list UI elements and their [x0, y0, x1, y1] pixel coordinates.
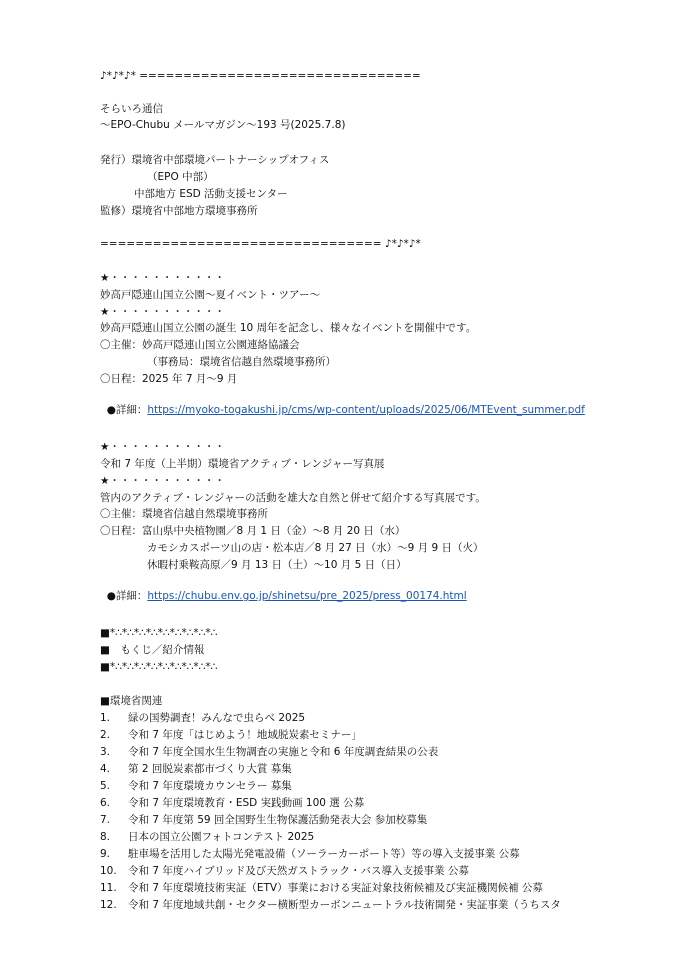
- deco-line-top: ♪*♪*♪* ================================: [100, 70, 421, 82]
- toc-item-text: 令和 7 年度地域共創・セクター横断型カーボンニュートラル技術開発・実証事業（うちスタ: [128, 899, 561, 911]
- toc-item[interactable]: [100, 813, 427, 827]
- toc-item-number: 2.: [100, 729, 111, 741]
- toc-item[interactable]: [100, 847, 520, 861]
- issuer-line: 発行）環境省中部環境パートナーシップオフィス: [100, 154, 330, 166]
- event-stars-top: ★・・・・・・・・・・・: [100, 272, 225, 284]
- toc-item-text: 令和 7 年度第 59 回全国野生生物保護活動発表大会 参加校募集: [128, 814, 428, 826]
- toc-item-text: 令和 7 年度「はじめよう！地域脱炭素セミナー」: [128, 729, 362, 741]
- toc-item[interactable]: [100, 881, 543, 895]
- toc-item[interactable]: [100, 796, 364, 810]
- toc-item-number: 6.: [100, 797, 111, 809]
- event-schedule: 〇日程：2025 年 7 月～9 月: [100, 373, 238, 385]
- toc-item[interactable]: [100, 779, 292, 793]
- event-schedule-3: 休暇村乗鞍高原／9 月 13 日（土）～10 月 5 日（日）: [147, 559, 407, 571]
- event-description: 管内のアクティブ・レンジャーの活動を雄大な自然と併せて紹介する写真展です。: [100, 492, 486, 504]
- event-detail-label: ●詳細：: [106, 404, 148, 416]
- event-stars-top: ★・・・・・・・・・・・: [100, 441, 225, 453]
- toc-deco-bottom: ■*∴*∴*∴*∴*∴*∴*∴*∴*∴: [100, 661, 218, 673]
- toc-item-number: 10.: [100, 865, 117, 877]
- supervisor-line: 監修）環境省中部地方環境事務所: [100, 205, 258, 217]
- event-detail: [100, 389, 585, 417]
- event-organizer-sub: （事務局：環境省信越自然環境事務所）: [147, 356, 336, 368]
- toc-item-text: 令和 7 年度ハイブリッド及び天然ガストラック・バス導入支援事業 公募: [128, 865, 469, 877]
- toc-section-heading: ■環境省関連: [100, 695, 163, 707]
- event-organizer: 〇主催：妙高戸隠連山国立公園連絡協議会: [100, 339, 300, 351]
- toc-deco-top: ■*∴*∴*∴*∴*∴*∴*∴*∴*∴: [100, 627, 218, 639]
- toc-item-text: 日本の国立公園フォトコンテスト 2025: [128, 831, 315, 843]
- toc-item[interactable]: [100, 728, 362, 742]
- toc-item[interactable]: [100, 898, 561, 912]
- event-description: 妙高戸隠連山国立公園の誕生 10 周年を記念し、様々なイベントを開催中です。: [100, 322, 477, 334]
- event-organizer: 〇主催：環境省信越自然環境事務所: [100, 508, 268, 520]
- toc-item-text: 令和 7 年度全国水生生物調査の実施と令和 6 年度調査結果の公表: [128, 746, 439, 758]
- event-stars-bottom: ★・・・・・・・・・・・: [100, 306, 225, 318]
- newsletter-subtitle: ～EPO-Chubu メールマガジン～193 号(2025.7.8): [100, 119, 346, 131]
- event-stars-bottom: ★・・・・・・・・・・・: [100, 475, 225, 487]
- toc-item-number: 4.: [100, 763, 111, 775]
- event-schedule-2: カモシカスポーツ山の店・松本店／8 月 27 日（水）～9 月 9 日（火）: [147, 542, 484, 554]
- toc-item-number: 7.: [100, 814, 111, 826]
- toc-item-text: 令和 7 年度環境技術実証（ETV）事業における実証対象技術候補及び実証機関候補 公募: [128, 882, 543, 894]
- event-detail: [100, 575, 467, 603]
- toc-item-number: 8.: [100, 831, 111, 843]
- issuer-line-2: （EPO 中部）: [147, 171, 214, 183]
- toc-item-number: 11.: [100, 882, 117, 894]
- event-schedule: 〇日程：富山県中央植物園／8 月 1 日（金）～8 月 20 日（水）: [100, 525, 406, 537]
- toc-item[interactable]: [100, 762, 292, 776]
- toc-item[interactable]: [100, 711, 305, 725]
- newsletter-title: そらいろ通信: [100, 103, 163, 115]
- toc-item-text: 令和 7 年度環境カウンセラー 募集: [128, 780, 292, 792]
- toc-item-number: 9.: [100, 848, 111, 860]
- toc-item[interactable]: [100, 864, 469, 878]
- toc-item-number: 3.: [100, 746, 111, 758]
- event-detail-label: ●詳細：: [106, 590, 148, 602]
- toc-item-number: 1.: [100, 712, 111, 724]
- toc-item-text: 令和 7 年度環境教育・ESD 実践動画 100 選 公募: [128, 797, 365, 809]
- event-title: 令和 7 年度（上半期）環境省アクティブ・レンジャー写真展: [100, 458, 385, 470]
- toc-item-number: 12.: [100, 899, 117, 911]
- event-title: 妙高戸隠連山国立公園～夏イベント・ツアー～: [100, 289, 321, 301]
- toc-item-number: 5.: [100, 780, 111, 792]
- event-detail-link[interactable]: https://chubu.env.go.jp/shinetsu/pre_2025/press_00174.html: [147, 590, 467, 602]
- issuer-line-3: 中部地方 ESD 活動支援センター: [134, 188, 288, 200]
- toc-item[interactable]: [100, 745, 438, 759]
- toc-item-text: 第 2 回脱炭素都市づくり大賞 募集: [128, 763, 292, 775]
- toc-item-text: 緑の国勢調査！みんなで虫らべ 2025: [128, 712, 306, 724]
- toc-item-text: 駐車場を活用した太陽光発電設備（ソーラーカーポート等）等の導入支援事業 公募: [128, 848, 520, 860]
- toc-heading: ■ もくじ／紹介情報: [100, 644, 205, 656]
- event-detail-link[interactable]: https://myoko-togakushi.jp/cms/wp-content/uploads/2025/06/MTEvent_summer.pdf: [147, 404, 585, 416]
- deco-line-bottom: ================================ ♪*♪*♪*: [100, 238, 421, 250]
- toc-item[interactable]: [100, 830, 314, 844]
